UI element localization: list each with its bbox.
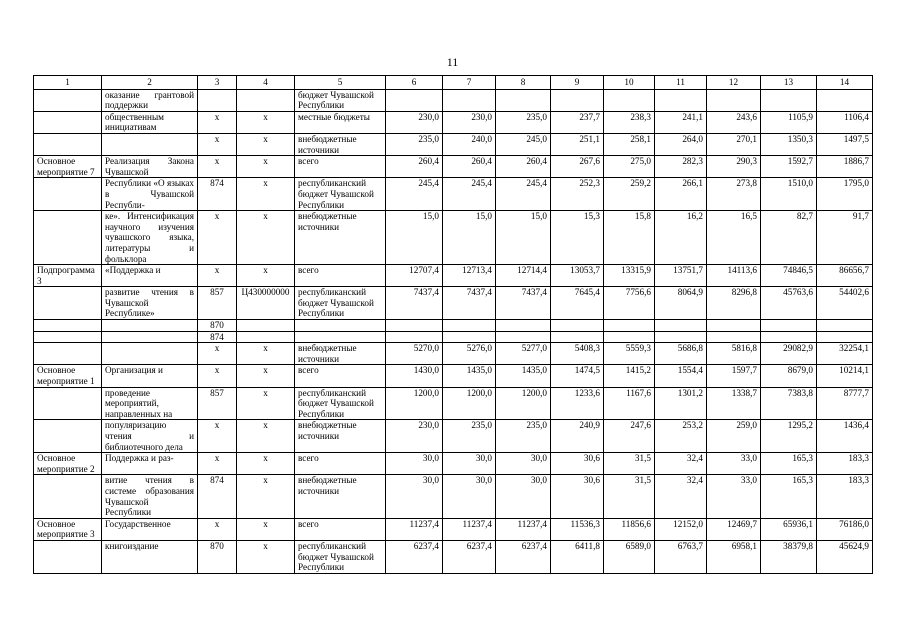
- table-cell: «Поддержка и: [102, 265, 198, 287]
- table-cell: 30,0: [496, 475, 551, 518]
- table-cell: [817, 89, 873, 111]
- column-header: 1: [34, 76, 102, 90]
- table-cell: 1497,5: [817, 133, 873, 155]
- table-cell: витие чтения в системе образования Чувашской Республики: [102, 475, 198, 518]
- table-cell: 1200,0: [496, 387, 551, 420]
- table-cell: бюджет Чувашской Республики: [295, 89, 386, 111]
- table-cell: х: [237, 387, 295, 420]
- table-cell: х: [198, 156, 237, 178]
- table-cell: 65936,1: [761, 518, 817, 540]
- table-cell: 11237,4: [386, 518, 443, 540]
- table-cell: [34, 211, 102, 265]
- table-cell: 15,0: [496, 211, 551, 265]
- table-row: [34, 453, 873, 475]
- table-cell: 5816,8: [707, 343, 761, 365]
- table-cell: 7437,4: [443, 287, 496, 320]
- table-cell: 16,2: [655, 211, 707, 265]
- column-header: 9: [551, 76, 604, 90]
- table-cell: 1295,2: [761, 420, 817, 453]
- table-cell: [817, 320, 873, 332]
- table-cell: х: [237, 420, 295, 453]
- table-cell: [707, 89, 761, 111]
- table-cell: 45763,6: [761, 287, 817, 320]
- table-cell: 11237,4: [443, 518, 496, 540]
- table-cell: х: [237, 475, 295, 518]
- column-header: 8: [496, 76, 551, 90]
- table-cell: 15,0: [386, 211, 443, 265]
- table-cell: [34, 287, 102, 320]
- table-cell: 76186,0: [817, 518, 873, 540]
- table-cell: проведение мероприятий, направленных на: [102, 387, 198, 420]
- table-cell: 6589,0: [604, 540, 655, 573]
- table-row: [34, 320, 873, 332]
- table-cell: Государственное: [102, 518, 198, 540]
- table-cell: х: [237, 265, 295, 287]
- table-cell: 1200,0: [443, 387, 496, 420]
- table-cell: Ц430000000: [237, 287, 295, 320]
- table-cell: 11856,6: [604, 518, 655, 540]
- table-cell: 874: [198, 178, 237, 211]
- table-cell: [102, 343, 198, 365]
- table-cell: 874: [198, 331, 237, 343]
- table-cell: 33,0: [707, 475, 761, 518]
- table-cell: 32,4: [655, 453, 707, 475]
- table-cell: 1105,9: [761, 111, 817, 133]
- table-cell: [707, 320, 761, 332]
- table-cell: 260,4: [386, 156, 443, 178]
- table-cell: 165,3: [761, 475, 817, 518]
- table-cell: [604, 320, 655, 332]
- table-cell: 7437,4: [386, 287, 443, 320]
- table-cell: 259,2: [604, 178, 655, 211]
- table-cell: х: [198, 420, 237, 453]
- table-cell: [237, 320, 295, 332]
- table-cell: 245,4: [386, 178, 443, 211]
- table-cell: 82,7: [761, 211, 817, 265]
- table-cell: [551, 89, 604, 111]
- header-row: [34, 76, 873, 90]
- table-cell: 275,0: [604, 156, 655, 178]
- table-cell: 235,0: [443, 420, 496, 453]
- table-cell: 1200,0: [386, 387, 443, 420]
- table-cell: 870: [198, 320, 237, 332]
- table-cell: 29082,9: [761, 343, 817, 365]
- column-header: 5: [295, 76, 386, 90]
- column-header: 14: [817, 76, 873, 90]
- table-cell: популяризацию чтения и библиотечного дела: [102, 420, 198, 453]
- table-cell: 1886,7: [817, 156, 873, 178]
- table-cell: 5277,0: [496, 343, 551, 365]
- column-header: 11: [655, 76, 707, 90]
- table-cell: Основное мероприятие 3: [34, 518, 102, 540]
- table-row: [34, 365, 873, 387]
- table-cell: республиканский бюджет Чувашской Республики: [295, 287, 386, 320]
- table-cell: [496, 320, 551, 332]
- column-header: 13: [761, 76, 817, 90]
- table-cell: 12713,4: [443, 265, 496, 287]
- column-header: 4: [237, 76, 295, 90]
- table-cell: 238,3: [604, 111, 655, 133]
- page-number: 11: [446, 55, 459, 69]
- table-cell: 1795,0: [817, 178, 873, 211]
- table-cell: [761, 320, 817, 332]
- table-cell: [655, 320, 707, 332]
- table-cell: х: [198, 343, 237, 365]
- table-cell: х: [198, 111, 237, 133]
- table-cell: 1350,3: [761, 133, 817, 155]
- table-row: [34, 387, 873, 420]
- table-cell: внебюджетные источники: [295, 475, 386, 518]
- table-cell: всего: [295, 453, 386, 475]
- table-cell: 266,1: [655, 178, 707, 211]
- table-cell: 183,3: [817, 453, 873, 475]
- table-cell: 10214,1: [817, 365, 873, 387]
- table-cell: 235,0: [386, 133, 443, 155]
- table-row: [34, 133, 873, 155]
- table-cell: 30,0: [386, 453, 443, 475]
- table-cell: [34, 320, 102, 332]
- table-cell: 870: [198, 540, 237, 573]
- table-cell: 259,0: [707, 420, 761, 453]
- table-cell: [761, 89, 817, 111]
- table-cell: оказание грантовой поддержки: [102, 89, 198, 111]
- table-cell: 252,3: [551, 178, 604, 211]
- budget-table: [33, 75, 873, 574]
- table-cell: 1338,7: [707, 387, 761, 420]
- table-cell: всего: [295, 518, 386, 540]
- table-cell: всего: [295, 265, 386, 287]
- column-header: 12: [707, 76, 761, 90]
- column-header: 10: [604, 76, 655, 90]
- table-cell: 30,0: [496, 453, 551, 475]
- table-cell: 7645,4: [551, 287, 604, 320]
- table-cell: всего: [295, 365, 386, 387]
- table-cell: [817, 331, 873, 343]
- table-cell: 7383,8: [761, 387, 817, 420]
- table-cell: Республики «О языках в Чувашской Республи-: [102, 178, 198, 211]
- table-cell: 12707,4: [386, 265, 443, 287]
- table-cell: республиканский бюджет Чувашской Республики: [295, 178, 386, 211]
- table-cell: 1510,0: [761, 178, 817, 211]
- table-cell: 245,4: [443, 178, 496, 211]
- table-cell: 1430,0: [386, 365, 443, 387]
- table-cell: [198, 89, 237, 111]
- table-cell: х: [237, 343, 295, 365]
- table-cell: [386, 331, 443, 343]
- table-cell: 240,0: [443, 133, 496, 155]
- table-cell: всего: [295, 156, 386, 178]
- table-cell: [34, 420, 102, 453]
- table-cell: 7437,4: [496, 287, 551, 320]
- table-cell: 240,9: [551, 420, 604, 453]
- table-cell: 253,2: [655, 420, 707, 453]
- table-cell: 874: [198, 475, 237, 518]
- table-cell: 30,0: [443, 475, 496, 518]
- table-cell: [295, 331, 386, 343]
- table-cell: 11237,4: [496, 518, 551, 540]
- table-cell: 6237,4: [496, 540, 551, 573]
- table-cell: 6411,8: [551, 540, 604, 573]
- table-cell: 245,4: [496, 178, 551, 211]
- table-cell: х: [237, 133, 295, 155]
- table-cell: [707, 331, 761, 343]
- table-cell: 1554,4: [655, 365, 707, 387]
- table-cell: х: [198, 365, 237, 387]
- table-cell: [655, 89, 707, 111]
- table-cell: Организация и: [102, 365, 198, 387]
- table-cell: 1301,2: [655, 387, 707, 420]
- table-cell: 5686,8: [655, 343, 707, 365]
- table-cell: 8777,7: [817, 387, 873, 420]
- table-cell: 1435,0: [496, 365, 551, 387]
- table-cell: 245,0: [496, 133, 551, 155]
- table-cell: [34, 89, 102, 111]
- table-cell: х: [198, 265, 237, 287]
- table-row: [34, 265, 873, 287]
- table-row: [34, 156, 873, 178]
- table-cell: 14113,6: [707, 265, 761, 287]
- table-cell: 12714,4: [496, 265, 551, 287]
- table-cell: внебюджетные источники: [295, 133, 386, 155]
- table-cell: [34, 331, 102, 343]
- table-cell: [34, 133, 102, 155]
- table-cell: [34, 387, 102, 420]
- table-cell: 30,0: [386, 475, 443, 518]
- table-cell: внебюджетные источники: [295, 343, 386, 365]
- table-cell: 230,0: [386, 111, 443, 133]
- table-cell: х: [198, 211, 237, 265]
- table-cell: [443, 320, 496, 332]
- table-cell: х: [237, 111, 295, 133]
- table-cell: Основное мероприятие 7: [34, 156, 102, 178]
- table-cell: 15,3: [551, 211, 604, 265]
- table-cell: 12152,0: [655, 518, 707, 540]
- table-cell: х: [237, 211, 295, 265]
- table-cell: 32254,1: [817, 343, 873, 365]
- table-cell: 1592,7: [761, 156, 817, 178]
- table-cell: развитие чтения в Чувашской Республике»: [102, 287, 198, 320]
- table-row: [34, 178, 873, 211]
- table-cell: 32,4: [655, 475, 707, 518]
- table-cell: х: [237, 365, 295, 387]
- table-cell: 251,1: [551, 133, 604, 155]
- table-cell: 31,5: [604, 475, 655, 518]
- table-cell: 31,5: [604, 453, 655, 475]
- table-cell: 165,3: [761, 453, 817, 475]
- table-cell: 5270,0: [386, 343, 443, 365]
- table-row: [34, 287, 873, 320]
- table-cell: 54402,6: [817, 287, 873, 320]
- table-cell: [655, 331, 707, 343]
- table-cell: х: [237, 178, 295, 211]
- table-cell: [604, 331, 655, 343]
- table-cell: 264,0: [655, 133, 707, 155]
- table-cell: 290,3: [707, 156, 761, 178]
- table-cell: 237,7: [551, 111, 604, 133]
- table-cell: 230,0: [443, 111, 496, 133]
- table-row: [34, 420, 873, 453]
- table-cell: [102, 320, 198, 332]
- table-cell: 247,6: [604, 420, 655, 453]
- table-row: [34, 518, 873, 540]
- table-cell: 1167,6: [604, 387, 655, 420]
- table-cell: 1436,4: [817, 420, 873, 453]
- table-cell: [102, 133, 198, 155]
- table-cell: 5276,0: [443, 343, 496, 365]
- table-cell: республиканский бюджет Чувашской Республики: [295, 540, 386, 573]
- table-cell: 1415,2: [604, 365, 655, 387]
- table-cell: [761, 331, 817, 343]
- table-cell: Основное мероприятие 1: [34, 365, 102, 387]
- table-cell: 74846,5: [761, 265, 817, 287]
- table-cell: 1597,7: [707, 365, 761, 387]
- table-cell: Реализация Закона Чувашской: [102, 156, 198, 178]
- table-cell: местные бюджеты: [295, 111, 386, 133]
- table-cell: 857: [198, 387, 237, 420]
- table-cell: [443, 89, 496, 111]
- table-cell: 857: [198, 287, 237, 320]
- table-cell: 13315,9: [604, 265, 655, 287]
- table-cell: 12469,7: [707, 518, 761, 540]
- table-cell: х: [198, 453, 237, 475]
- table-cell: 260,4: [443, 156, 496, 178]
- table-cell: общественным инициативам: [102, 111, 198, 133]
- table-cell: 267,6: [551, 156, 604, 178]
- table-cell: 8064,9: [655, 287, 707, 320]
- table-cell: [551, 320, 604, 332]
- table-cell: 260,4: [496, 156, 551, 178]
- table-row: [34, 475, 873, 518]
- table-cell: 13751,7: [655, 265, 707, 287]
- table-cell: Поддержка и раз-: [102, 453, 198, 475]
- table-cell: [295, 320, 386, 332]
- table-row: [34, 111, 873, 133]
- table-cell: [443, 331, 496, 343]
- table-cell: [34, 343, 102, 365]
- table-cell: [604, 89, 655, 111]
- table-cell: 16,5: [707, 211, 761, 265]
- table-cell: 1435,0: [443, 365, 496, 387]
- table-cell: 8296,8: [707, 287, 761, 320]
- table-cell: х: [237, 156, 295, 178]
- table-cell: 33,0: [707, 453, 761, 475]
- table-cell: 5559,3: [604, 343, 655, 365]
- column-header: 7: [443, 76, 496, 90]
- table-row: [34, 540, 873, 573]
- table-cell: 241,1: [655, 111, 707, 133]
- table-cell: 6958,1: [707, 540, 761, 573]
- table-cell: 6763,7: [655, 540, 707, 573]
- column-header: 3: [198, 76, 237, 90]
- table-row: [34, 343, 873, 365]
- table-cell: 30,6: [551, 453, 604, 475]
- table-cell: 1106,4: [817, 111, 873, 133]
- table-cell: [34, 111, 102, 133]
- column-header: 2: [102, 76, 198, 90]
- table-cell: 270,1: [707, 133, 761, 155]
- table-cell: [386, 89, 443, 111]
- table-cell: 45624,9: [817, 540, 873, 573]
- table-cell: 86656,7: [817, 265, 873, 287]
- table-cell: 8679,0: [761, 365, 817, 387]
- table-cell: 282,3: [655, 156, 707, 178]
- table-cell: 38379,8: [761, 540, 817, 573]
- table-cell: 30,6: [551, 475, 604, 518]
- table-cell: 183,3: [817, 475, 873, 518]
- table-cell: книгоиздание: [102, 540, 198, 573]
- table-cell: 13053,7: [551, 265, 604, 287]
- table-cell: х: [237, 540, 295, 573]
- table-cell: [237, 331, 295, 343]
- table-cell: 30,0: [443, 453, 496, 475]
- table-cell: х: [237, 453, 295, 475]
- table-cell: [551, 331, 604, 343]
- table-cell: [34, 475, 102, 518]
- table-cell: [386, 320, 443, 332]
- table-cell: Основное мероприятие 2: [34, 453, 102, 475]
- table-cell: 15,0: [443, 211, 496, 265]
- table-cell: [496, 331, 551, 343]
- table-cell: внебюджетные источники: [295, 420, 386, 453]
- table-cell: [102, 331, 198, 343]
- table-cell: 1474,5: [551, 365, 604, 387]
- table-cell: х: [198, 518, 237, 540]
- table-row: [34, 89, 873, 111]
- table-cell: внебюджетные источники: [295, 211, 386, 265]
- table-cell: 235,0: [496, 111, 551, 133]
- table-cell: [237, 89, 295, 111]
- table-cell: 235,0: [496, 420, 551, 453]
- table-cell: 6237,4: [443, 540, 496, 573]
- table-cell: 6237,4: [386, 540, 443, 573]
- table-cell: 5408,3: [551, 343, 604, 365]
- table-cell: 15,8: [604, 211, 655, 265]
- table-cell: 1233,6: [551, 387, 604, 420]
- table-cell: республиканский бюджет Чувашской Республики: [295, 387, 386, 420]
- table-cell: х: [198, 133, 237, 155]
- table-cell: [34, 178, 102, 211]
- table-cell: 258,1: [604, 133, 655, 155]
- table-cell: [34, 540, 102, 573]
- table-row: [34, 211, 873, 265]
- table-cell: Подпрограмма 3: [34, 265, 102, 287]
- column-header: 6: [386, 76, 443, 90]
- table-cell: [496, 89, 551, 111]
- table-cell: 7756,6: [604, 287, 655, 320]
- table-cell: 91,7: [817, 211, 873, 265]
- table-cell: 11536,3: [551, 518, 604, 540]
- table-cell: 273,8: [707, 178, 761, 211]
- table-cell: ке». Интенсификация научного изучения чувашского языка, литературы и фольклора: [102, 211, 198, 265]
- table-row: [34, 331, 873, 343]
- table-cell: 230,0: [386, 420, 443, 453]
- table-cell: х: [237, 518, 295, 540]
- table-body: [34, 76, 873, 574]
- table-cell: 243,6: [707, 111, 761, 133]
